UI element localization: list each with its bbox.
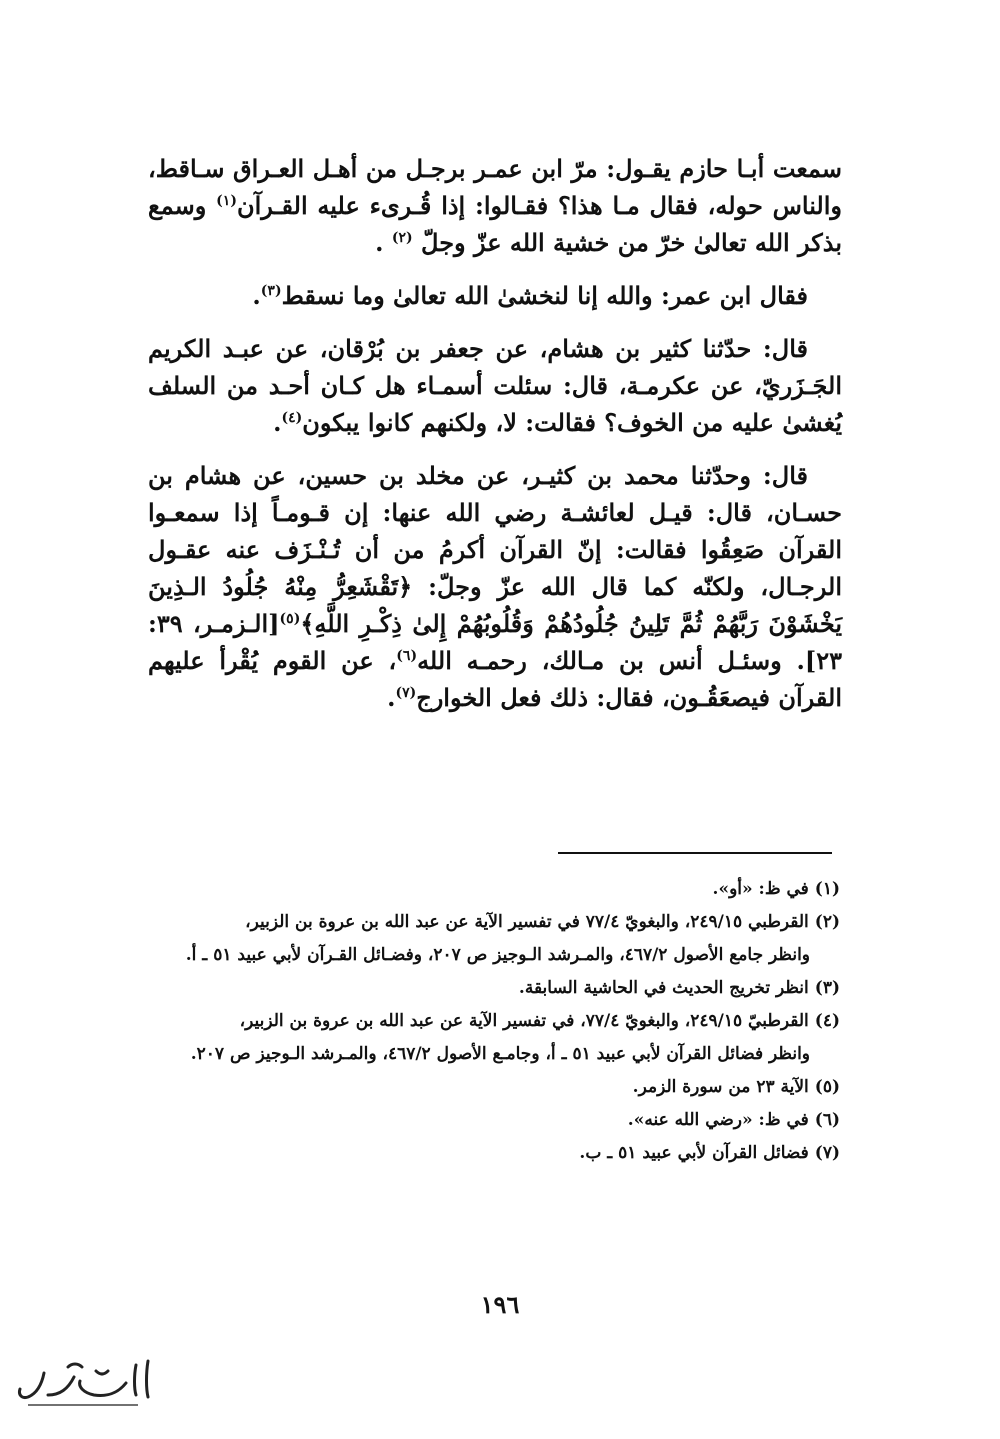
footnote-ref-6[interactable]: (٦) xyxy=(396,648,418,664)
footnote-number: (٤) xyxy=(814,1011,840,1031)
footnote-ref-2[interactable]: (٢) xyxy=(391,230,413,246)
footnote-ref-4[interactable]: (٤) xyxy=(281,410,303,426)
footnotes xyxy=(140,873,840,1170)
paragraph-2-text-c: . xyxy=(252,281,261,310)
footnote-number: (١) xyxy=(814,879,840,899)
paragraph-1 xyxy=(148,150,842,261)
paragraph-1-text-c: . xyxy=(375,228,392,257)
footnote-number: (٣) xyxy=(814,978,840,998)
footnote-number: (٥) xyxy=(814,1077,840,1097)
footnote-text: القرطبيّ ٢٤٩/١٥، والبغويّ ٧٧/٤، في تفسير الآية عن عبد الله بن عروة بن الزبير، xyxy=(239,1011,809,1031)
paragraph-3 xyxy=(148,330,842,441)
footnote-text: القرطبي ٢٤٩/١٥، والبغويّ ٧٧/٤ في تفسير الآية عن عبد الله بن عروة بن الزبير، xyxy=(245,912,809,932)
paragraph-4-text-c: ، عن القوم يُقْرأ عليهم القرآن فيصعَقُـون، فقال: ذلك فعل الخوارج xyxy=(148,646,842,712)
footnote-6 xyxy=(140,1104,840,1137)
footnote-divider xyxy=(558,852,832,854)
paragraph-4 xyxy=(148,457,842,716)
paragraph-4-text-a: قال: وحدّثنا محمد بن كثيـر، عن مخلد بن حسين، عن هشام بن حسـان، قال: قيـل لعائشـة رضي الله عنها: إن قـومـاً إذا سمعـوا القرآن صَعِقُوا فقالت: إنّ القرآن أكرمُ من أن تُـنْـزَف عنه عقـول الرجـال، ولكنّه كما قال الله عزّ وجلّ: xyxy=(148,461,842,601)
paragraph-3-text-a: قال: حدّثنا كثير بن هشام، عن جعفر بن بُرْقان، عن عبـد الكريم الجَـزَريّ، عن عكرمـة، قال: سئلت أسمـاء هل كـان أحـد من السلف يُغشىٰ عليه من الخوف؟ فقالت: لا، ولكنهم كانوا يبكون xyxy=(148,334,842,437)
paragraph-2 xyxy=(148,277,842,314)
footnote-1 xyxy=(140,873,840,906)
footnote-text: في ظ: «رضي الله عنه». xyxy=(627,1110,809,1130)
calligraphy-logo xyxy=(8,1353,158,1413)
paragraph-4-text-b: [الـزمـر، ٣٩: ٢٣]. وسئـل أنس بن مـالك، رحمـه الله xyxy=(148,609,842,675)
footnote-4 xyxy=(140,1005,840,1071)
footnote-number: (٦) xyxy=(814,1110,840,1130)
footnote-continuation: وانظر جامع الأصول ٤٦٧/٢، والمـرشد الـوجيز ص ٢٠٧، وفضـائل القـرآن لأبي عبيد ٥١ ـ أ. xyxy=(185,945,810,965)
footnote-5 xyxy=(140,1071,840,1104)
footnote-ref-3[interactable]: (٣) xyxy=(260,283,282,299)
paragraph-3-text-c: . xyxy=(273,408,282,437)
paragraph-2-text-a: فقال ابن عمر: والله إنا لنخشىٰ الله تعالىٰ وما نسقط xyxy=(281,281,808,310)
page-number: ١٩٦ xyxy=(480,1290,520,1319)
paragraph-1-text-a: سمعت أبـا حازم يقـول: مرّ ابن عمـر برجـل من أهـل العـراق سـاقط، والناس حوله، فقال مـا هذا؟ فقـالوا: إذا قُـرىء عليه القـرآن xyxy=(148,154,843,220)
footnote-3 xyxy=(140,972,840,1005)
footnote-text: الآية ٢٣ من سورة الزمر. xyxy=(632,1077,809,1097)
footnote-ref-5[interactable]: (٥) xyxy=(279,611,301,627)
footnote-ref-7[interactable]: (٧) xyxy=(395,685,417,701)
footnote-text: انظر تخريج الحديث في الحاشية السابقة. xyxy=(518,978,809,998)
footnote-7 xyxy=(140,1137,840,1170)
paragraph-1-text-b: وسمع بذكر الله تعالىٰ خرّ من خشية الله عزّ وجلّ xyxy=(148,191,842,257)
footnote-2 xyxy=(140,906,840,972)
footnote-text: في ظ: «أو». xyxy=(712,879,809,899)
main-text xyxy=(148,150,842,732)
footnote-number: (٢) xyxy=(814,912,840,932)
footnote-continuation: وانظر فضائل القرآن لأبي عبيد ٥١ ـ أ، وجامـع الأصول ٤٦٧/٢، والمـرشد الـوجيز ص ٢٠٧. xyxy=(190,1044,810,1064)
paragraph-4-text-d: . xyxy=(387,683,396,712)
footnote-text: فضائل القرآن لأبي عبيد ٥١ ـ ب. xyxy=(579,1143,809,1163)
footnote-number: (٧) xyxy=(814,1143,840,1163)
footnote-ref-1[interactable]: (١) xyxy=(216,193,237,209)
quran-verse: ﴿تَقْشَعِرُّ مِنْهُ جُلُودُ الـذِينَ يَخْشَوْنَ رَبَّهُمْ ثُمَّ تَلِينُ جُلُودُهُمْ وَقُلُوبُهُمْ إِلىٰ ذِكْـرِ اللَّهِ﴾ xyxy=(148,572,843,638)
